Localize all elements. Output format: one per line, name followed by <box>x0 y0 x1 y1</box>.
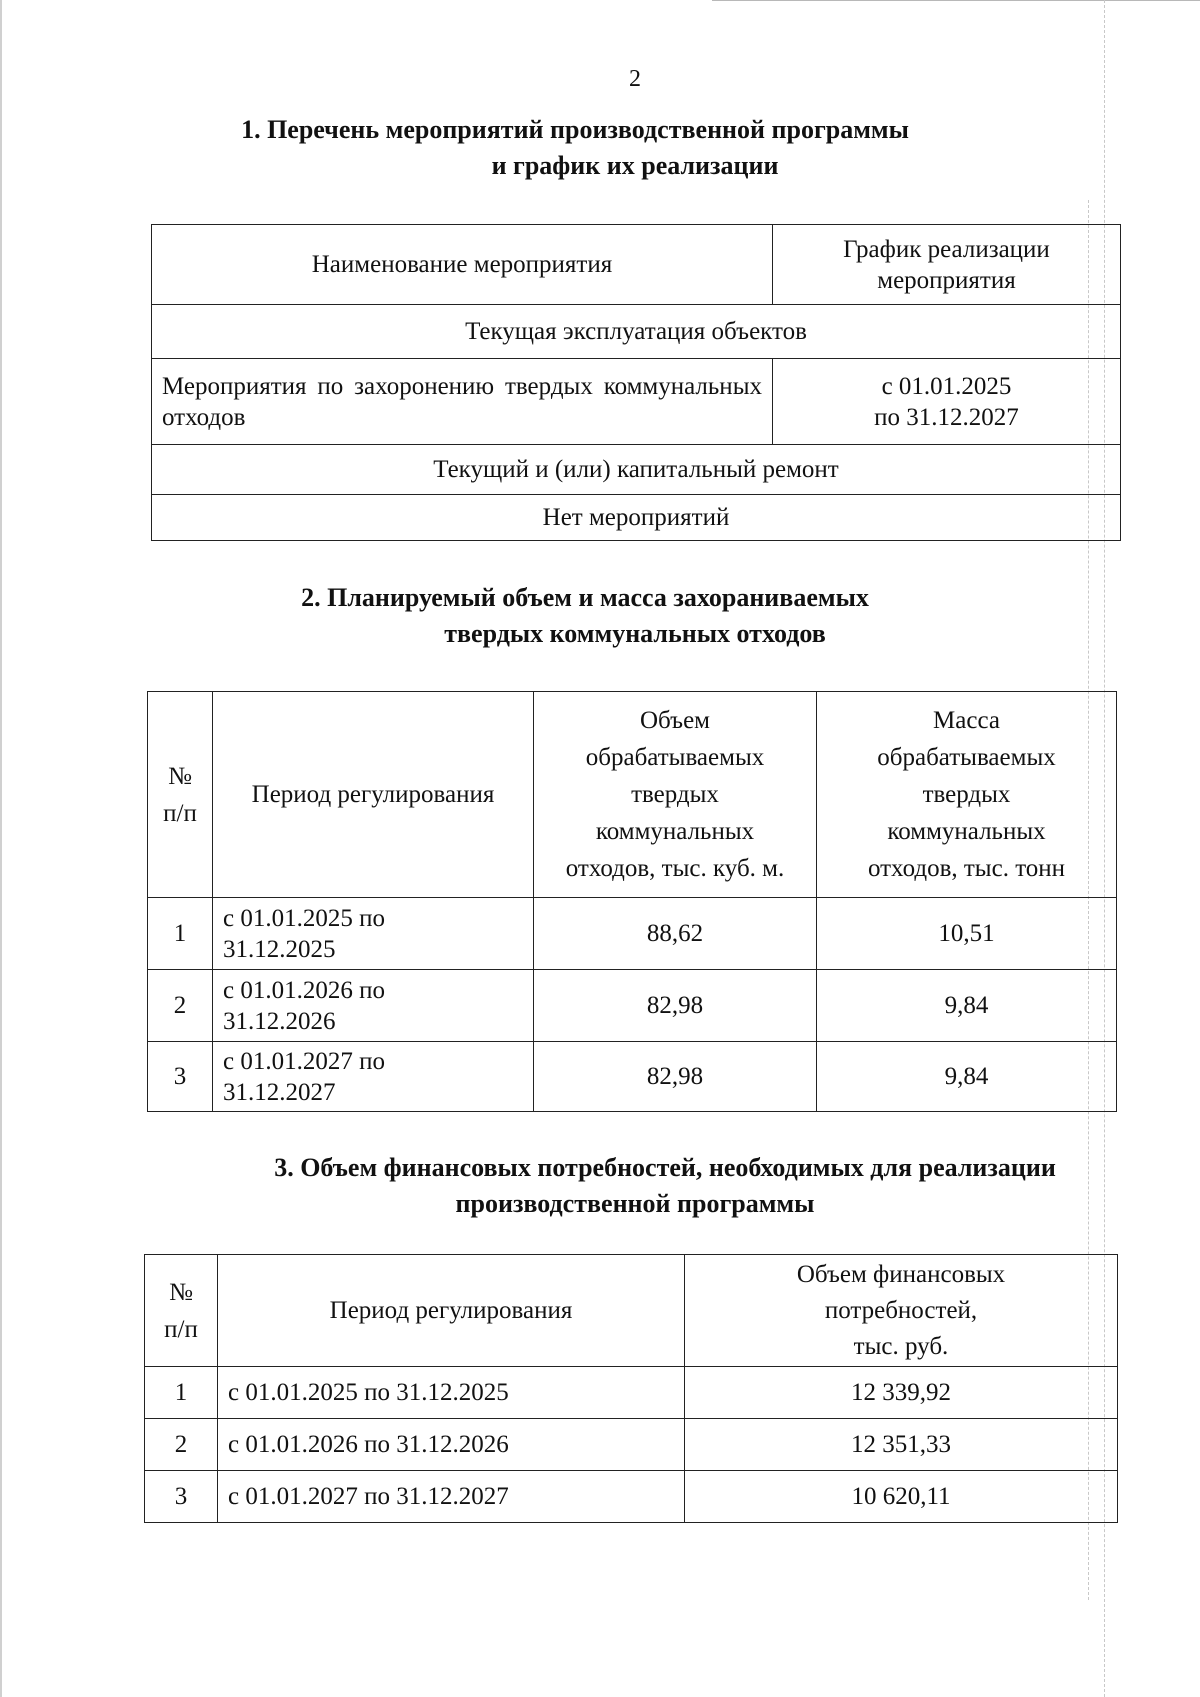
header-mass-line: Масса <box>933 707 1000 734</box>
table-row <box>145 1471 1118 1523</box>
row-num: 2 <box>148 970 213 1042</box>
header-num-symbol: № <box>169 1278 193 1306</box>
row-num: 2 <box>145 1419 218 1471</box>
header-period: Период регулирования <box>213 692 534 898</box>
measure-name: Мероприятия по захоронению твердых коммунальных отходов <box>152 359 773 445</box>
header-amount-line3: тыс. руб. <box>853 1332 949 1360</box>
row-num: 1 <box>145 1367 218 1419</box>
table-row <box>152 359 1121 445</box>
table-row <box>148 898 1117 970</box>
section3-title-line2: производственной программы <box>455 1189 815 1218</box>
measures-table <box>151 224 1121 541</box>
row-volume: 88,62 <box>534 898 817 970</box>
measure-schedule <box>773 359 1121 445</box>
row-period <box>213 970 534 1042</box>
period-from: с 01.01.2026 по <box>223 976 385 1004</box>
row-period <box>213 1042 534 1112</box>
header-schedule-line2: мероприятия <box>877 266 1016 294</box>
row-volume: 82,98 <box>534 1042 817 1112</box>
group-current-operation: Текущая эксплуатация объектов <box>152 305 1121 359</box>
header-num <box>145 1255 218 1367</box>
schedule-from: с 01.01.2025 <box>881 372 1012 400</box>
section3-title <box>150 1150 1120 1222</box>
table-row <box>152 495 1121 541</box>
table-row <box>145 1367 1118 1419</box>
header-volume-line: коммунальных <box>595 818 755 845</box>
header-schedule <box>773 225 1121 305</box>
row-num: 3 <box>145 1471 218 1523</box>
period-to: 31.12.2025 <box>223 935 336 963</box>
header-num-symbol: № <box>168 762 192 790</box>
row-period: с 01.01.2027 по 31.12.2027 <box>218 1471 685 1523</box>
section2-title-line2: твердых коммунальных отходов <box>444 619 826 648</box>
header-schedule-line1: График реализации <box>843 235 1050 263</box>
period-from: с 01.01.2027 по <box>223 1047 385 1075</box>
row-mass: 9,84 <box>817 1042 1117 1112</box>
group-repair: Текущий и (или) капитальный ремонт <box>152 445 1121 495</box>
table-row <box>148 970 1117 1042</box>
header-mass-line: обрабатываемых <box>877 744 1056 771</box>
row-amount: 12 339,92 <box>685 1367 1118 1419</box>
row-period: с 01.01.2025 по 31.12.2025 <box>218 1367 685 1419</box>
header-measure-name: Наименование мероприятия <box>152 225 773 305</box>
scan-left-edge <box>0 0 2 1697</box>
financial-needs-table <box>144 1254 1118 1523</box>
header-period: Период регулирования <box>218 1255 685 1367</box>
period-from: с 01.01.2025 по <box>223 904 385 932</box>
header-amount-line1: Объем финансовых <box>796 1260 1006 1288</box>
section1-title <box>150 112 1120 184</box>
row-period <box>213 898 534 970</box>
period-to: 31.12.2026 <box>223 1007 336 1035</box>
row-mass: 10,51 <box>817 898 1117 970</box>
group-row <box>152 445 1121 495</box>
header-amount <box>685 1255 1118 1367</box>
group-row <box>152 305 1121 359</box>
header-volume-line: обрабатываемых <box>585 744 765 771</box>
section2-title-line1: 2. Планируемый объем и масса захораниваемых <box>301 583 869 612</box>
header-volume <box>534 692 817 898</box>
section2-title <box>150 580 1120 652</box>
row-period: с 01.01.2026 по 31.12.2026 <box>218 1419 685 1471</box>
header-mass <box>817 692 1117 898</box>
schedule-to: по 31.12.2027 <box>874 403 1019 431</box>
page-number: 2 <box>629 66 641 92</box>
header-mass-line: твердых <box>922 781 1011 808</box>
table-header-row <box>145 1255 1118 1367</box>
section3-title-line1: 3. Объем финансовых потребностей, необходимых для реализации <box>274 1153 1056 1182</box>
header-num-abbr: п/п <box>163 799 197 827</box>
header-volume-line: Объем <box>640 707 710 734</box>
no-measures: Нет мероприятий <box>152 495 1121 541</box>
period-to: 31.12.2027 <box>223 1078 336 1106</box>
row-volume: 82,98 <box>534 970 817 1042</box>
table-row <box>148 1042 1117 1112</box>
row-amount: 12 351,33 <box>685 1419 1118 1471</box>
waste-volume-table <box>147 691 1117 1112</box>
section1-title-line1: 1. Перечень мероприятий производственной программы <box>241 115 909 144</box>
row-mass: 9,84 <box>817 970 1117 1042</box>
header-volume-line: твердых <box>631 781 719 808</box>
table-header-row <box>152 225 1121 305</box>
row-num: 3 <box>148 1042 213 1112</box>
header-mass-line: коммунальных <box>887 818 1046 845</box>
header-amount-line2: потребностей, <box>824 1296 978 1324</box>
scan-top-edge <box>712 0 1200 1</box>
table-row <box>145 1419 1118 1471</box>
header-volume-line: отходов, тыс. куб. м. <box>565 855 785 882</box>
header-num <box>148 692 213 898</box>
header-mass-line: отходов, тыс. тонн <box>867 855 1066 882</box>
header-num-abbr: п/п <box>164 1315 198 1343</box>
table-header-row <box>148 692 1117 898</box>
section1-title-line2: и график их реализации <box>491 151 779 180</box>
row-amount: 10 620,11 <box>685 1471 1118 1523</box>
row-num: 1 <box>148 898 213 970</box>
